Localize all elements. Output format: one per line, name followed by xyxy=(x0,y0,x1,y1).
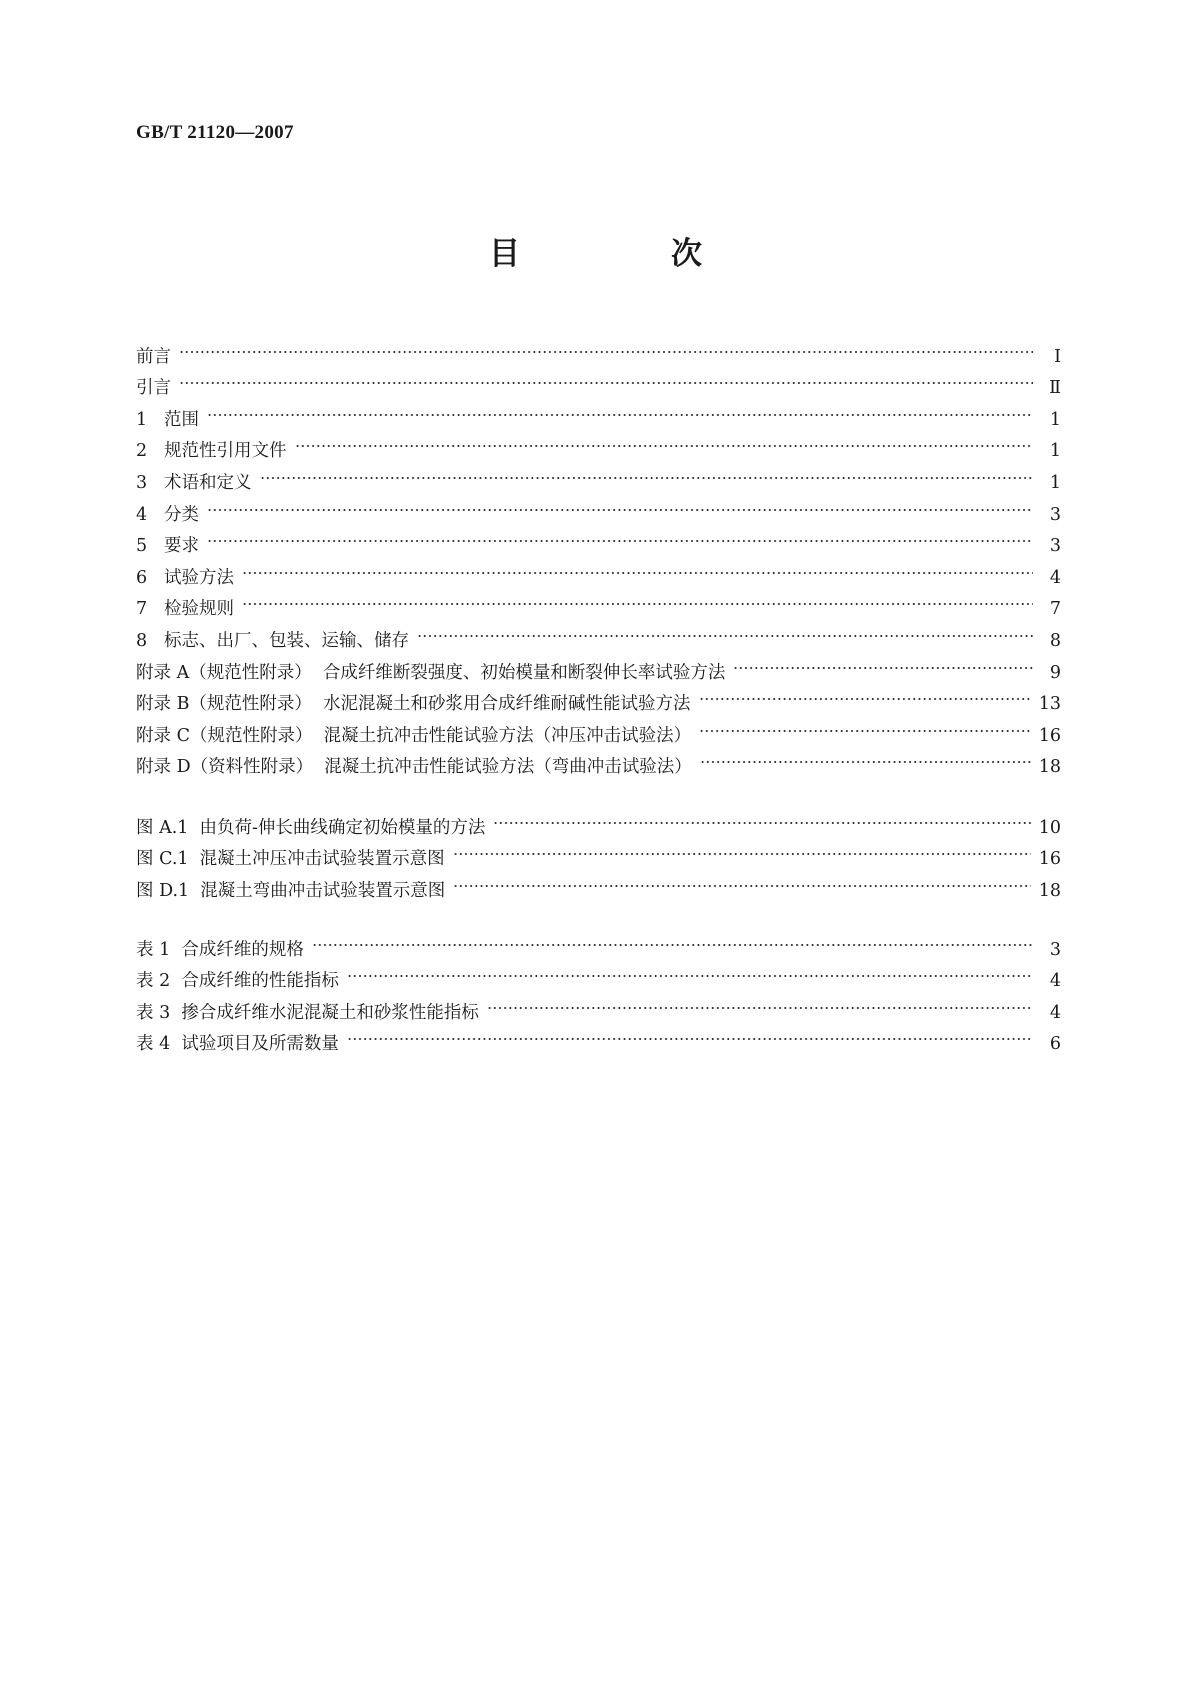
toc-entry-page-number: 4 xyxy=(1049,567,1061,588)
toc-entry-page-number: 1 xyxy=(1049,441,1061,462)
dot-leader xyxy=(700,741,1031,773)
toc-section-entry[interactable] xyxy=(136,583,1061,620)
toc-entry-label: 检验规则 xyxy=(164,599,234,620)
toc-entry-number: 8 xyxy=(136,630,148,651)
toc-entry-label: 术语和定义 xyxy=(164,472,252,493)
toc-entry-page-number: 3 xyxy=(1049,504,1061,525)
toc-tables xyxy=(136,923,1061,1055)
toc-entry-label: 附录 D（资料性附录） 混凝土抗冲击性能试验方法（弯曲冲击试验法） xyxy=(136,757,692,778)
toc-entry-page-number: 4 xyxy=(1049,1002,1061,1023)
toc-entry-page-number: 16 xyxy=(1038,725,1061,746)
toc-section-entry[interactable] xyxy=(136,330,1061,367)
toc-table-entry[interactable] xyxy=(136,923,1061,960)
dot-leader xyxy=(242,551,1033,583)
toc-entry-label: 图 D.1 混凝土弯曲冲击试验装置示意图 xyxy=(136,880,446,901)
toc-section-entry[interactable] xyxy=(136,488,1061,525)
dot-leader xyxy=(312,923,1033,955)
toc-entry-label: 试验方法 xyxy=(164,567,234,588)
dot-leader xyxy=(207,393,1033,425)
toc-entry-page-number: 8 xyxy=(1049,630,1061,651)
toc-entry-label: 分类 xyxy=(164,504,199,525)
toc-entry-page-number: 18 xyxy=(1038,757,1061,778)
toc-entry-page-number: 1 xyxy=(1049,472,1061,493)
toc-entry-number: 1 xyxy=(136,409,148,430)
toc-entry-page-number: 1 xyxy=(1049,409,1061,430)
toc-section-entry[interactable] xyxy=(136,393,1061,430)
toc-entry-label: 附录 A（规范性附录） 合成纤维断裂强度、初始模量和断裂伸长率试验方法 xyxy=(136,662,726,683)
toc-entry-label: 规范性引用文件 xyxy=(164,441,287,462)
dot-leader xyxy=(347,955,1033,987)
dot-leader xyxy=(493,801,1030,833)
toc-entry-page-number: 16 xyxy=(1038,849,1061,870)
dot-leader xyxy=(733,646,1033,678)
dot-leader xyxy=(487,986,1033,1018)
toc-entry-label: 要求 xyxy=(164,536,199,557)
toc-entry-page-number: 13 xyxy=(1038,694,1061,715)
dot-leader xyxy=(260,456,1034,488)
toc-entry-page-number: 4 xyxy=(1049,971,1061,992)
toc-section-entry[interactable] xyxy=(136,425,1061,462)
toc-entry-page-number: 9 xyxy=(1049,662,1061,683)
dot-leader xyxy=(295,425,1034,457)
toc-figures xyxy=(136,801,1061,901)
toc-entry-page-number: 3 xyxy=(1049,939,1061,960)
toc-entry-page-number: 6 xyxy=(1049,1034,1061,1055)
dot-leader xyxy=(699,709,1031,741)
toc-entry-page-number: 18 xyxy=(1038,880,1061,901)
dot-leader xyxy=(453,833,1031,865)
dot-leader xyxy=(347,1018,1033,1050)
toc-entry-label: 附录 C（规范性附录） 混凝土抗冲击性能试验方法（冲压冲击试验法） xyxy=(136,725,692,746)
toc-sections xyxy=(136,330,1061,778)
toc-section-entry[interactable] xyxy=(136,551,1061,588)
dot-leader xyxy=(242,583,1033,615)
toc-entry-page-number: Ⅰ xyxy=(1054,346,1061,367)
toc-entry-label: 附录 B（规范性附录） 水泥混凝土和砂浆用合成纤维耐碱性能试验方法 xyxy=(136,694,691,715)
toc-entry-page-number: 10 xyxy=(1038,817,1061,838)
toc-section-entry[interactable] xyxy=(136,362,1061,399)
toc-entry-page-number: 3 xyxy=(1049,536,1061,557)
toc-section-entry[interactable] xyxy=(136,520,1061,557)
dot-leader xyxy=(417,614,1033,646)
toc-section-entry[interactable] xyxy=(136,614,1061,651)
dot-leader xyxy=(453,864,1030,896)
dot-leader xyxy=(207,520,1033,552)
toc-entry-page-number: Ⅱ xyxy=(1049,378,1061,399)
toc-entry-label: 范围 xyxy=(164,409,199,430)
dot-leader xyxy=(207,488,1033,520)
toc-entry-label: 表 2 合成纤维的性能指标 xyxy=(136,971,339,992)
toc-entry-label: 表 1 合成纤维的规格 xyxy=(136,939,304,960)
dot-leader xyxy=(699,678,1031,710)
toc-entry-number: 2 xyxy=(136,441,148,462)
toc-entry-number: 7 xyxy=(136,599,148,620)
toc-entry-number: 3 xyxy=(136,472,148,493)
toc-entry-label: 表 3 掺合成纤维水泥混凝土和砂浆性能指标 xyxy=(136,1002,479,1023)
dot-leader xyxy=(179,362,1033,394)
toc-entry-label: 标志、出厂、包装、运输、储存 xyxy=(164,630,409,651)
dot-leader xyxy=(179,330,1033,362)
toc-entry-number: 6 xyxy=(136,567,148,588)
toc-entry-number: 4 xyxy=(136,504,148,525)
toc-entry-page-number: 7 xyxy=(1049,599,1061,620)
page-title: 目 次 xyxy=(489,236,762,272)
toc-entry-label: 图 A.1 由负荷-伸长曲线确定初始模量的方法 xyxy=(136,817,486,838)
toc-entry-label: 图 C.1 混凝土冲压冲击试验装置示意图 xyxy=(136,849,445,870)
toc-entry-number: 5 xyxy=(136,536,148,557)
toc-entry-label: 前言 xyxy=(136,346,171,367)
toc-entry-label: 表 4 试验项目及所需数量 xyxy=(136,1034,339,1055)
toc-figure-entry[interactable] xyxy=(136,801,1061,838)
toc-section-entry[interactable] xyxy=(136,456,1061,493)
toc-entry-label: 引言 xyxy=(136,378,171,399)
standard-code: GB/T 21120—2007 xyxy=(136,122,294,143)
